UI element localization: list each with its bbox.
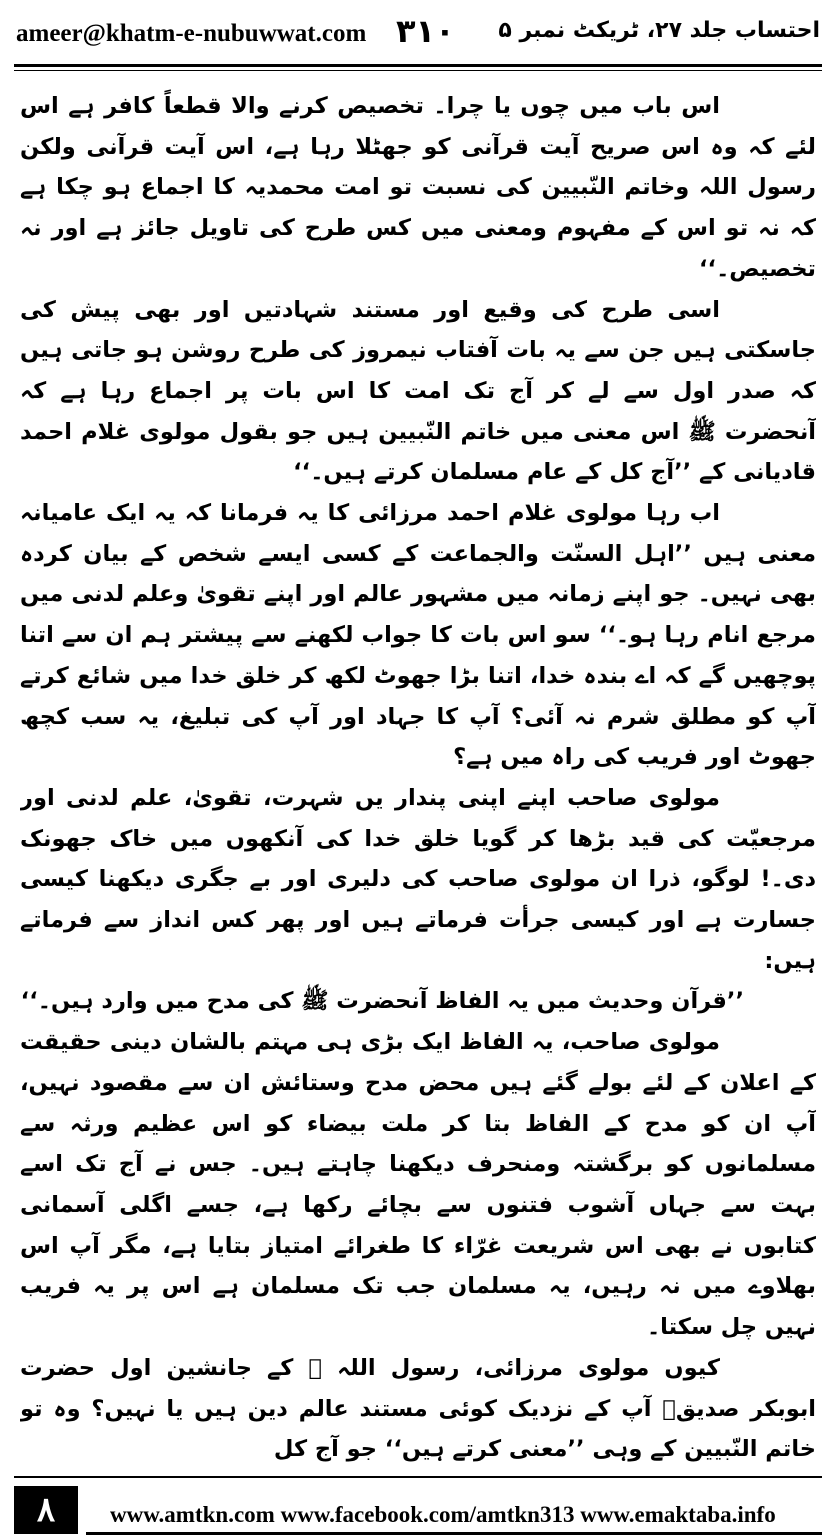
paragraph-1: اس باب میں چوں یا چرا۔ تخصیص کرنے والا قطعاً کافر ہے اس لئے کہ وہ اس صریح آیت قرآنی کو جھٹلا رہا ہے، اس آیت قرآنی ولکن رسول اللہ وخاتم النّبیین کی نسبت تو امت محمدیہ کا اجماع ہو چکا ہے کہ نہ تو اس کے مفہوم ومعنی میں کس طرح کی تاویل جائز ہے اور نہ تخصیص۔‘‘ <box>20 93 816 282</box>
footer-underline <box>86 1532 822 1535</box>
paragraph-5: مولوی صاحب، یہ الفاظ ایک بڑی ہی مہتم بالشان دینی حقیقت کے اعلان کے لئے بولے گئے ہیں محض مدح وستائش ان سے مقصود نہیں، آپ ان کو مدح کے الفاظ بتا کر ملت بیضاء کو اس عظیم ورثہ سے مسلمانوں کو برگشتہ ومنحرف دیکھنا چاہتے ہیں۔ جس نے آج تک اسے بہت سے جہاں آشوب فتنوں سے بچائے رکھا ہے، جسے اگلی آسمانی کتابوں نے بھی اس شریعت غرّاء کا طغرائے امتیاز بتایا ہے، مگر آپ اس بھلاوے میں نہ رہیں، یہ مسلمان جب تک مسلمان ہے اس پر یہ فریب نہیں چل سکتا۔ <box>20 1029 816 1341</box>
header-page-number: ۳۱۰ <box>396 12 455 50</box>
page-header <box>16 8 820 66</box>
header-divider-thin <box>14 70 822 71</box>
paragraph-3: اب رہا مولوی غلام احمد مرزائی کا یہ فرمانا کہ یہ ایک عامیانہ معنی ہیں ’’اہل السنّت والجماعت کے کسی ایسے شخص کے بیان کردہ بھی نہیں۔ جو اپنے زمانہ میں مشہور عالم اور اپنے تقویٰ وعلم لدنی میں مرجع انام رہا ہو۔‘‘ سو اس بات کا جواب لکھنے سے پیشتر ہم ان سے اتنا پوچھیں گے کہ اے بندہ خدا، اتنا بڑا جھوٹ لکھ کر خلق خدا میں شائع کرتے آپ کو مطلق شرم نہ آئی؟ آپ کا جہاد اور آپ کی تبلیغ، یہ سب کچھ جھوٹ اور فریب کی راہ میں ہے؟ <box>20 500 816 771</box>
paragraph-2: اسی طرح کی وقیع اور مستند شہادتیں اور بھی پیش کی جاسکتی ہیں جن سے یہ بات آفتاب نیمروز کی طرح روشن ہو جاتی ہیں کہ صدر اول سے لے کر آج تک امت کا اس بات پر اجماع رہا ہے کہ آنحضرت ﷺ اس معنی میں خاتم النّبیین ہیں جو بقول مولوی غلام احمد قادیانی کے ’’آج کل کے عام مسلمان کرتے ہیں۔‘‘ <box>20 296 816 486</box>
quotation: ’’قرآن وحدیث میں یہ الفاظ آنحضرت ﷺ کی مدح میں وارد ہیں۔‘‘ <box>20 988 744 1015</box>
footer-website-links[interactable]: www.amtkn.com www.facebook.com/amtkn313 www.emaktaba.info <box>110 1502 776 1527</box>
footer-page-number: ۸ <box>14 1486 78 1534</box>
header-email: ameer@khatm-e-nubuwwat.com <box>16 20 367 47</box>
header-divider <box>14 64 822 67</box>
page-body <box>20 86 816 1464</box>
paragraph-6: کیوں مولوی مرزائی، رسول اللہ ﷺ کے جانشین اول حضرت ابوبکر صدیقؓ آپ کے نزدیک کوئی مستند عالم دین ہیں یا نہیں؟ وہ تو خاتم النّبیین کے وہی ’’معنی کرتے ہیں‘‘ جو آج کل <box>20 1354 816 1463</box>
header-title: احتساب جلد ۲۷، ٹریکٹ نمبر ۵ <box>498 18 820 43</box>
paragraph-4: مولوی صاحب اپنے اپنی پندار یں شہرت، تقویٰ، علم لدنی اور مرجعیّت کی قید بڑھا کر گویا خلق خدا کی آنکھوں میں خاک جھونک دی۔! لوگو، ذرا ان مولوی صاحب کی دلیری اور بے جگری دیکھنا کیسی جسارت ہے اور کیسی جرأت فرماتے ہیں اور پھر کس انداز سے فرماتے ہیں: <box>20 784 816 974</box>
page-footer <box>0 1468 840 1540</box>
footer-divider <box>14 1476 822 1478</box>
